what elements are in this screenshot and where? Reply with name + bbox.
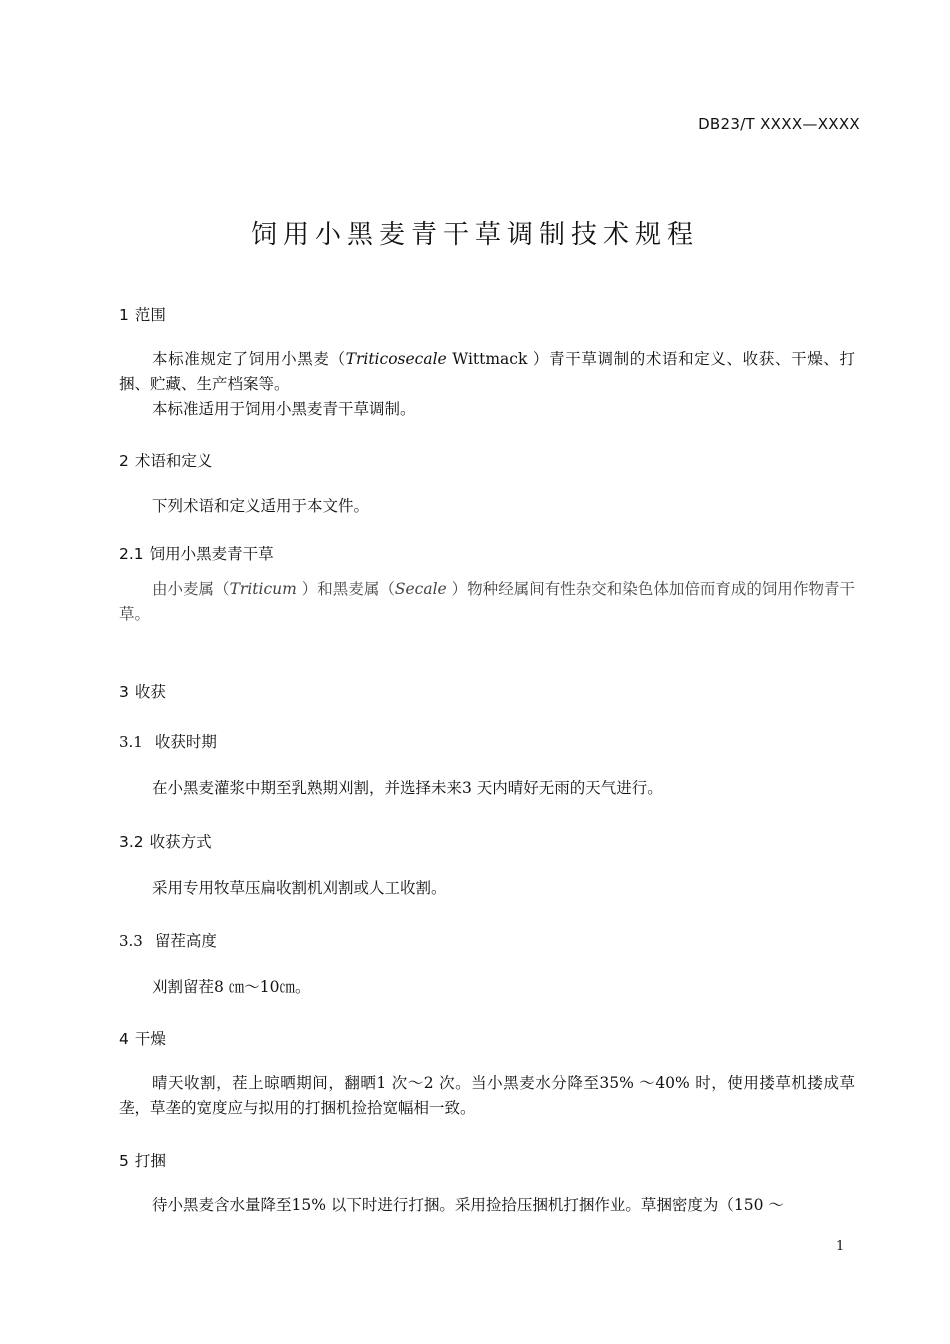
latin-name: Secale: [394, 580, 447, 598]
section-heading-3-2: [119, 830, 212, 852]
section-heading-3-1: [119, 730, 217, 752]
paragraph-stubble-height: 刈割留茬8 ㎝～10㎝。: [152, 978, 311, 996]
section-title: 范围: [134, 306, 166, 324]
section-title: 打捆: [134, 1152, 166, 1170]
section-number: 5: [119, 1152, 129, 1170]
section-title: 收获: [134, 683, 166, 701]
section-title: 术语和定义: [134, 452, 213, 470]
page-number: 1: [836, 1239, 845, 1254]
section-heading-5: [119, 1149, 166, 1171]
section-number: 1: [119, 306, 129, 324]
latin-name: Triticum: [229, 580, 297, 598]
section-title: 饲用小黑麦青干草: [149, 545, 274, 563]
section-number: 2.1: [119, 545, 144, 563]
paragraph-baling: 待小黑麦含水量降至15% 以下时进行打捆。采用捡拾压捆机打捆作业。草捆密度为（150 ～: [152, 1196, 784, 1214]
standard-code: DB23/T XXXX—XXXX: [698, 115, 860, 133]
section-number: 3.1: [119, 733, 143, 751]
document-title: 饲用小黑麦青干草调制技术规程: [250, 220, 699, 250]
section-number: 2: [119, 452, 129, 470]
section-heading-4: [119, 1027, 166, 1049]
section-title: 收获方式: [149, 833, 212, 851]
section-number: 3.2: [119, 833, 144, 851]
section-title: 收获时期: [154, 733, 217, 751]
paragraph-applicability: 本标准适用于饲用小黑麦青干草调制。: [152, 400, 416, 418]
section-heading-3: [119, 680, 166, 702]
paragraph-definition: 由小麦属（Triticum ）和黑麦属（Secale ）物种经属间有性杂交和染色体加倍而育成的饲用作物青干草。: [119, 580, 855, 623]
section-heading-3-3: [119, 929, 217, 951]
section-title: 留茬高度: [154, 932, 217, 950]
section-title: 干燥: [134, 1030, 166, 1048]
section-number: 3: [119, 683, 129, 701]
section-number: 4: [119, 1030, 129, 1048]
latin-name: Triticosecale: [345, 350, 447, 368]
section-heading-2-1: [119, 542, 274, 564]
paragraph-harvest-time: 在小黑麦灌浆中期至乳熟期刈割，并选择未来3 天内晴好无雨的天气进行。: [152, 779, 663, 797]
paragraph-harvest-method: 采用专用牧草压扁收割机刈割或人工收割。: [152, 879, 447, 897]
paragraph-drying: 晴天收割，茬上晾晒期间，翻晒1 次～2 次。当小黑麦水分降至35% ～40% 时，使用搂草机搂成草垄，草垄的宽度应与拟用的打捆机捡拾宽幅相一致。: [119, 1074, 855, 1117]
section-heading-2: [119, 449, 212, 471]
section-heading-1: [119, 303, 166, 325]
paragraph-terms: 下列术语和定义适用于本文件。: [152, 497, 370, 515]
paragraph-scope: 本标准规定了饲用小黑麦（Triticosecale Wittmack ）青干草调制的术语和定义、收获、干燥、打捆、贮藏、生产档案等。: [119, 350, 855, 393]
section-number: 3.3: [119, 932, 143, 950]
